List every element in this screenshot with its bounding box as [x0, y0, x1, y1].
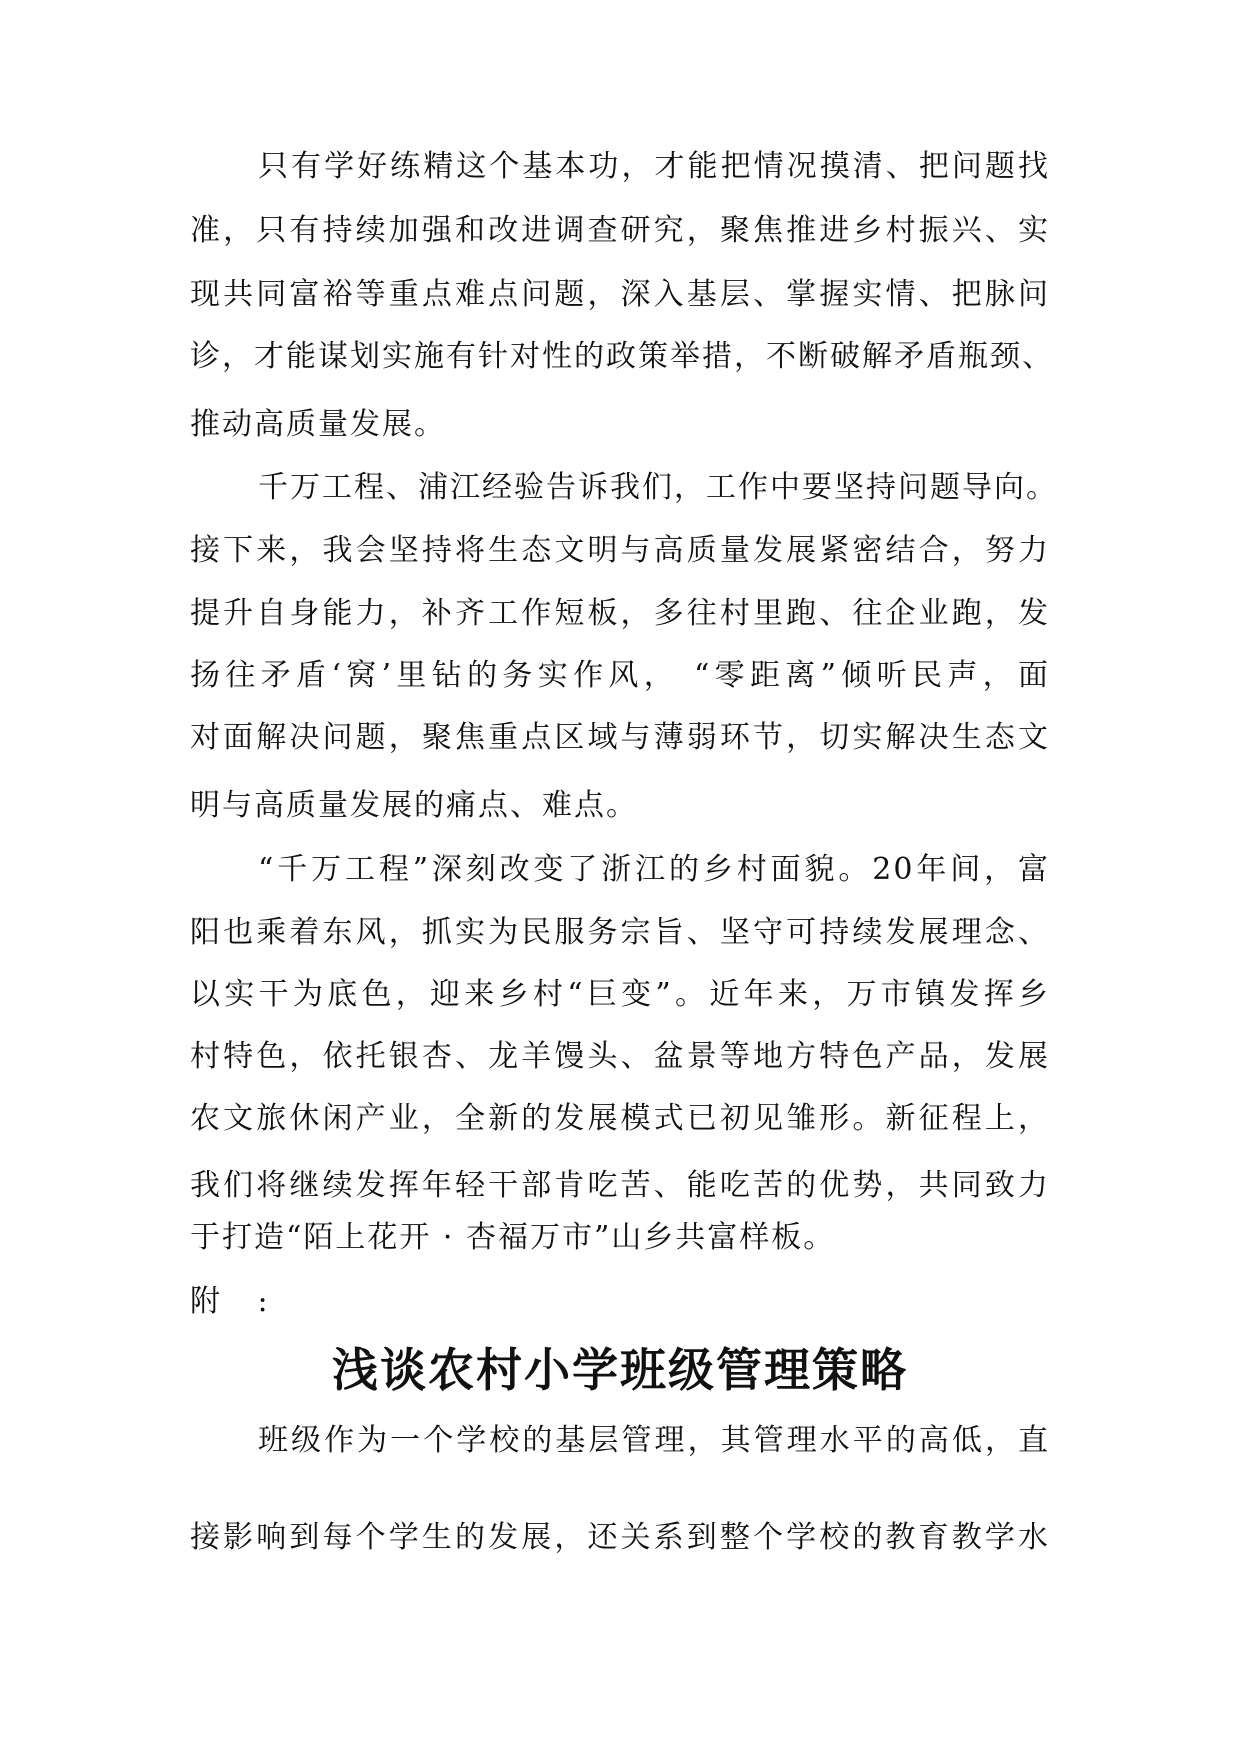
appendix-label: 附 :	[190, 1284, 282, 1319]
paragraph-2-line: 对面解决问题，聚焦重点区域与薄弱环节，切实解决生态文	[190, 720, 1050, 755]
paragraph-1-line: 准，只有持续加强和改进调查研究，聚焦推进乡村振兴、实	[190, 213, 1050, 248]
paragraph-3-line: 农文旅休闲产业，全新的发展模式已初见雏形。新征程上，	[190, 1101, 1050, 1136]
paragraph-3-line: 以实干为底色，迎来乡村“巨变”。近年来，万市镇发挥乡	[190, 977, 1050, 1012]
paragraph-2-line: 明与高质量发展的痛点、难点。	[190, 788, 638, 823]
paragraph-2-line: 千万工程、浦江经验告诉我们，工作中要坚持问题导向。	[258, 470, 1058, 505]
paragraph-3-line: 我们将继续发挥年轻干部肯吃苦、能吃苦的优势，共同致力	[190, 1168, 1050, 1203]
paragraph-2-line: 扬往矛盾‘窝’里钻的务实作风， “零距离”倾听民声，面	[190, 658, 1050, 693]
paragraph-3-line: 阳也乘着东风，抓实为民服务宗旨、坚守可持续发展理念、	[190, 915, 1050, 950]
paragraph-3-line: 村特色，依托银杏、龙羊馒头、盆景等地方特色产品，发展	[190, 1039, 1050, 1074]
paragraph-1-line: 推动高质量发展。	[190, 407, 446, 442]
paragraph-3-line: “千万工程”深刻改变了浙江的乡村面貌。20年间，富	[258, 852, 1050, 887]
article-title: 浅谈农村小学班级管理策略	[332, 1343, 908, 1397]
paragraph-1-line: 现共同富裕等重点难点问题，深入基层、掌握实情、把脉问	[190, 277, 1050, 312]
paragraph-1-line: 诊，才能谋划实施有针对性的政策举措，不断破解矛盾瓶颈、	[190, 339, 1054, 374]
article-body-line: 班级作为一个学校的基层管理，其管理水平的高低，直	[258, 1423, 1050, 1458]
paragraph-2-line: 提升自身能力，补齐工作短板，多往村里跑、往企业跑，发	[190, 596, 1050, 631]
paragraph-2-line: 接下来，我会坚持将生态文明与高质量发展紧密结合，努力	[190, 533, 1050, 568]
paragraph-1-line: 只有学好练精这个基本功，才能把情况摸清、把问题找	[258, 149, 1050, 184]
paragraph-3-line: 于打造“陌上花开 · 杏福万市”山乡共富样板。	[190, 1220, 836, 1255]
article-body-line: 接影响到每个学生的发展，还关系到整个学校的教育教学水	[190, 1520, 1050, 1555]
